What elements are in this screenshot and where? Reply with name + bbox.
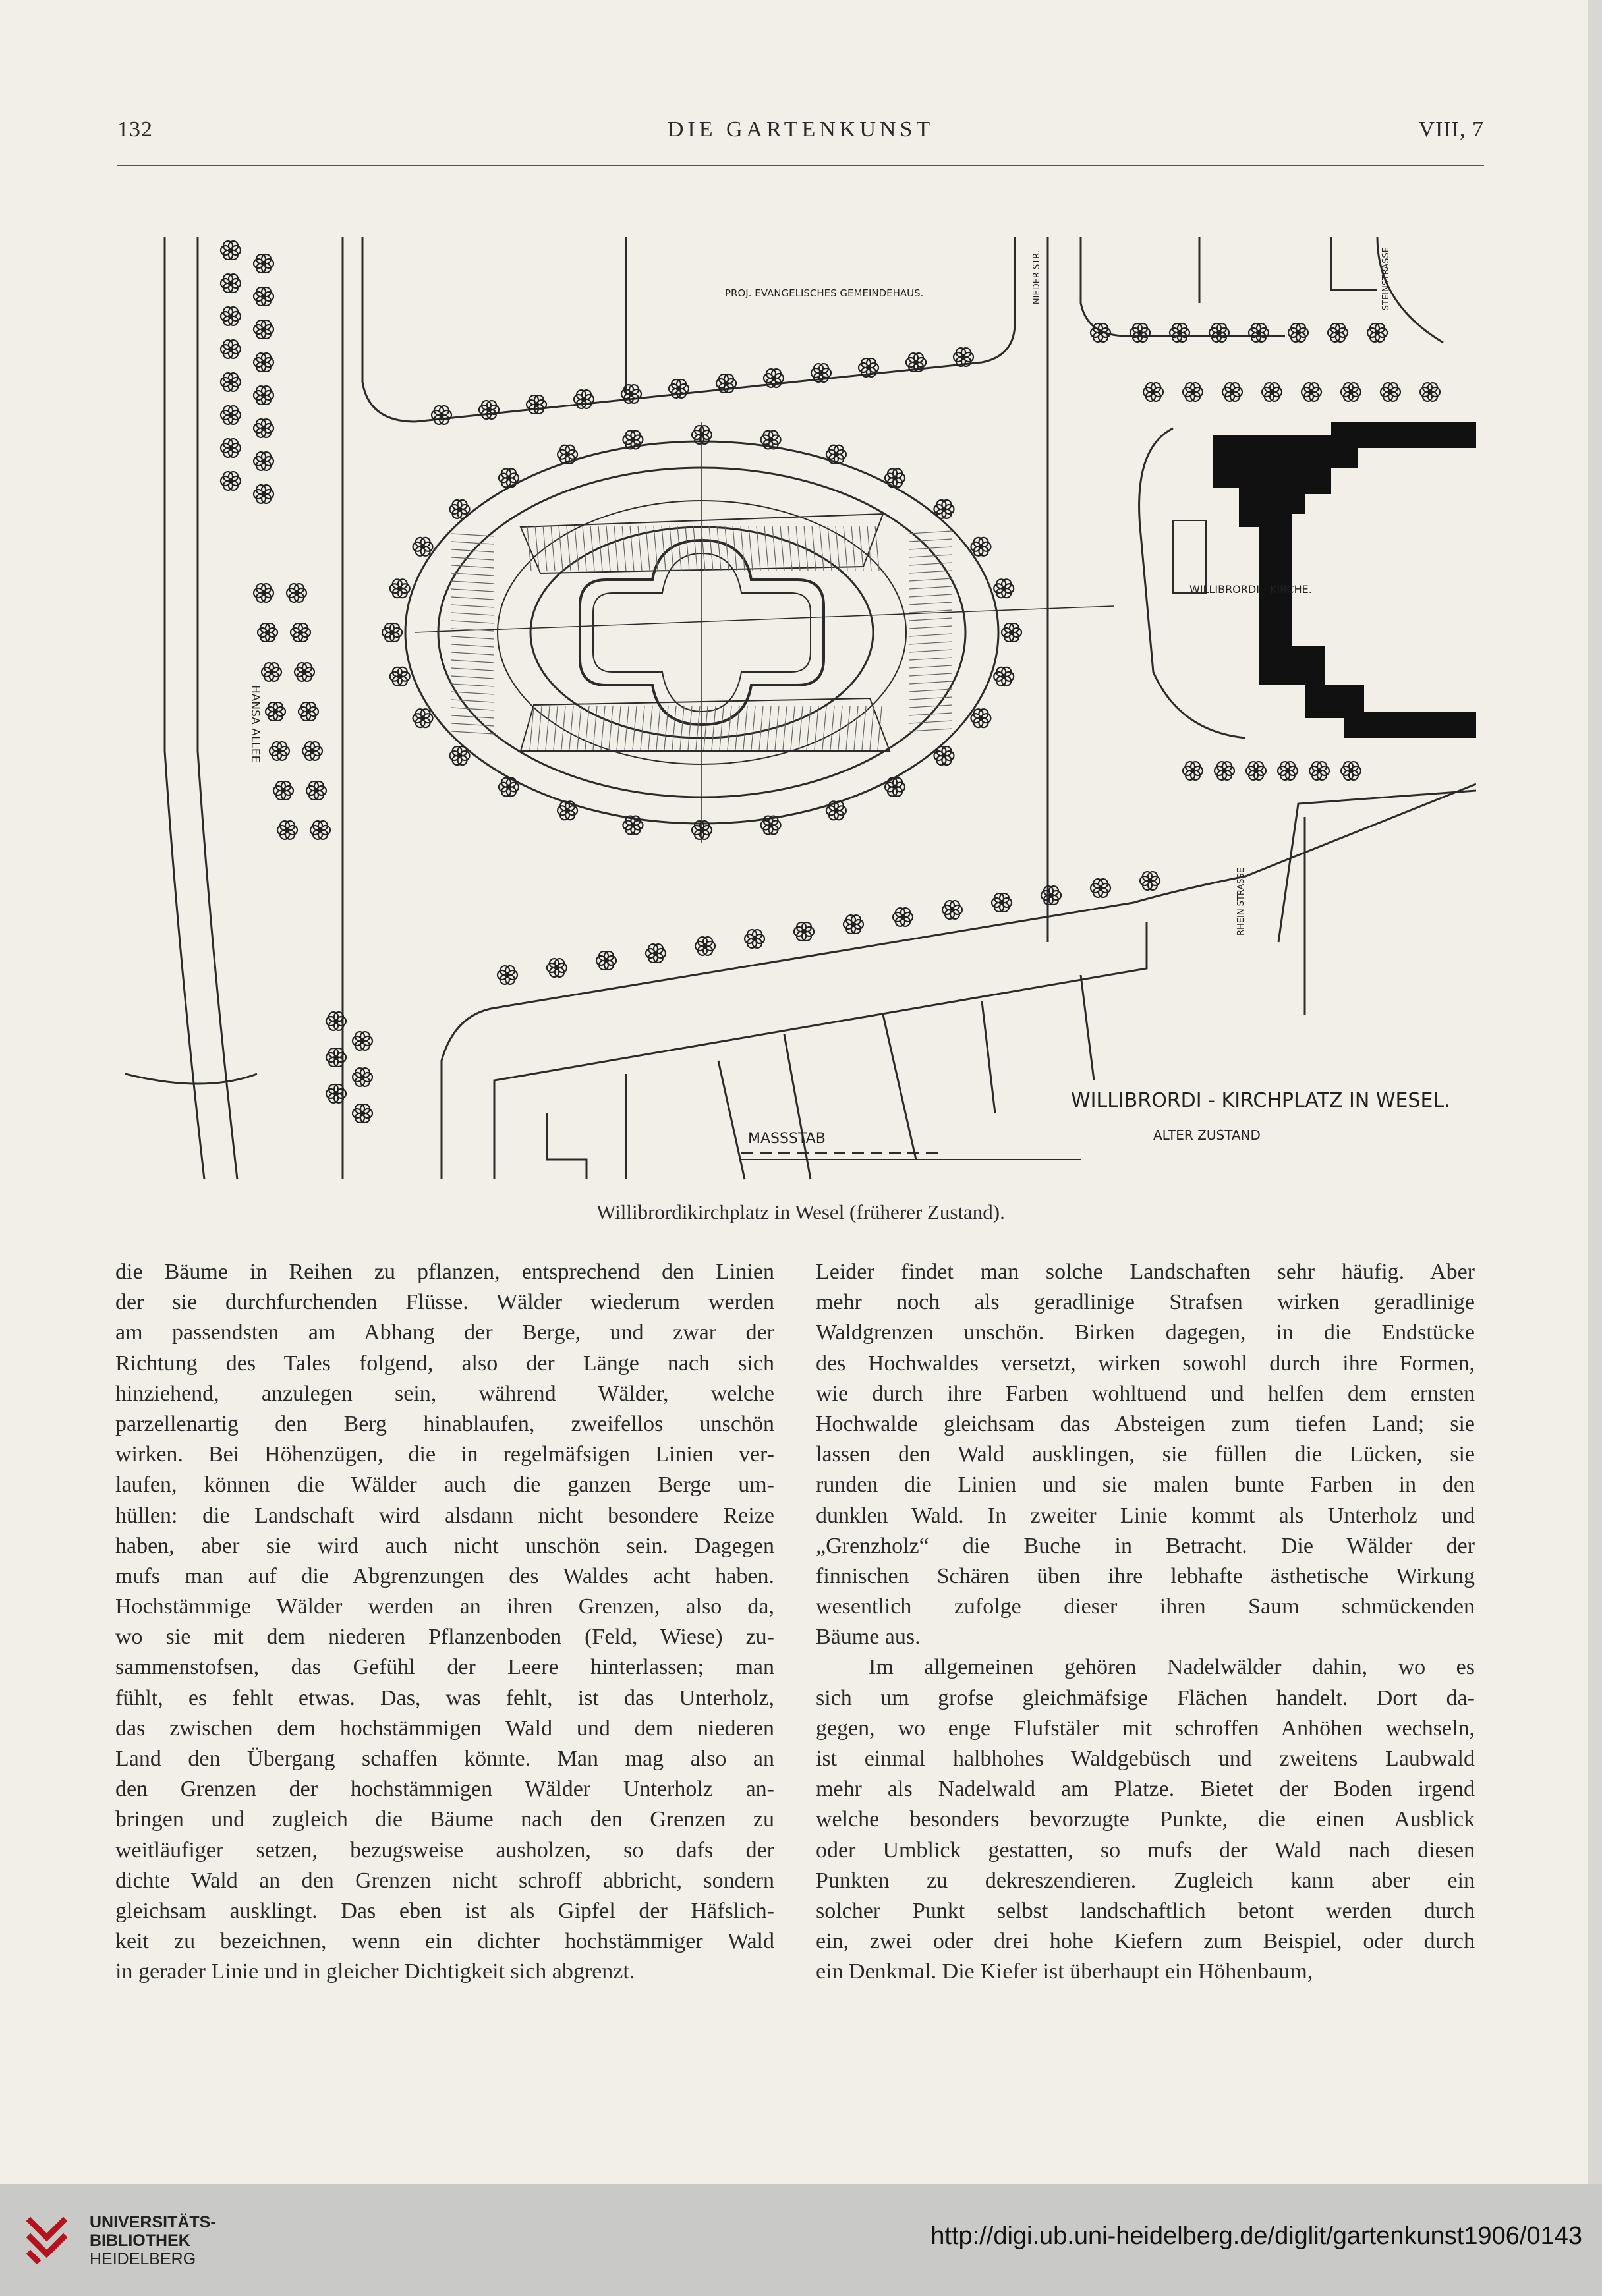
tree-trunk (1002, 675, 1006, 679)
tree-trunk (229, 314, 233, 318)
tree-trunk (334, 1055, 338, 1059)
tree-trunk (306, 710, 310, 714)
tree-trunk (1191, 390, 1195, 394)
tree-trunk (1191, 769, 1195, 773)
tree-trunk (229, 380, 233, 384)
label-hansa-allee: HANSA ALLEE (248, 685, 262, 763)
tree-trunk (1336, 331, 1340, 335)
text-line: Hochwalde gleichsam das Absteigen zum tiefen Land; sie (816, 1411, 1475, 1436)
tree-trunk (834, 808, 838, 812)
tree-trunk (772, 376, 776, 380)
tree-trunk (1388, 390, 1392, 394)
library-footer (0, 2184, 1602, 2296)
tree-trunk (555, 966, 559, 970)
text-line: solcher Punkt selbst landschaftlich betont werden durch (816, 1898, 1475, 1923)
label-steinstrasse: STEINSTRASSE (1381, 247, 1391, 311)
text-line: gleichsam ausklingt. Das eben ist als Gipfel der Häfslich- (115, 1898, 774, 1923)
tree-trunk (262, 360, 266, 364)
text-line: mehr noch als geradlinige Strafsen wirken geradlinige (816, 1290, 1475, 1315)
tree-trunk (677, 387, 681, 391)
text-line: sammenstofsen, das Gefühl der Leere hinterlassen; man (115, 1655, 774, 1680)
text-line: hüllen: die Landschaft wird alsdann nicht besondere Reize (115, 1503, 774, 1528)
text-line: Im allgemeinen gehören Nadelwälder dahin, wo es (869, 1655, 1475, 1680)
tree-trunk (893, 785, 897, 789)
tree-trunk (266, 630, 270, 634)
tree-trunk (295, 591, 299, 595)
tree-trunk (1270, 390, 1274, 394)
page-number: 132 (117, 117, 153, 142)
tree-trunk (1222, 769, 1226, 773)
tree-trunk (334, 1019, 338, 1023)
tree-trunk (229, 347, 233, 351)
text-line: Leider findet man solche Landschaften sehr häufig. Aber (816, 1260, 1475, 1284)
tree-trunk (458, 507, 462, 511)
tree-trunk (458, 754, 462, 758)
text-line: mufs man auf die Abgrenzungen des Waldes acht haben. (115, 1563, 774, 1588)
library-name-line1: UNIVERSITÄTS- (90, 2213, 216, 2231)
tree-trunk (229, 281, 233, 285)
text-line: den Grenzen der hochstämmigen Wälder Unterholz an- (115, 1777, 774, 1802)
text-line: mehr als Nadelwald am Platze. Bietet der Boden irgend (816, 1777, 1475, 1802)
tree-trunk (700, 828, 704, 832)
tree-trunk (950, 908, 954, 912)
tree-trunk (262, 591, 266, 595)
tree-trunk (914, 360, 918, 364)
text-line: haben, aber sie wird auch nicht unschön sein. Dagegen (115, 1533, 774, 1558)
text-line: das zwischen dem hochstämmigen Wald und dem niederen (115, 1716, 774, 1741)
tree-trunk (1151, 390, 1155, 394)
tree-trunk (273, 710, 277, 714)
tree-trunk (604, 959, 608, 963)
label-kirche: WILLIBRORDI - KIRCHE. (1189, 583, 1312, 596)
text-line: wirken. Bei Höhenzügen, die in regelmäfsigen Linien ver- (115, 1442, 774, 1467)
tree-trunk (851, 922, 855, 926)
text-line: oder Umblick gestatten, so mufs der Wald nach diesen (816, 1837, 1475, 1862)
text-line: lassen den Wald ausklingen, sie füllen die Lücken, sie (816, 1442, 1475, 1467)
tree-trunk (1099, 331, 1102, 335)
tree-trunk (834, 453, 838, 457)
text-line: Land den Übergang schaffen könnte. Man mag also an (115, 1747, 774, 1771)
tree-trunk (631, 823, 635, 827)
text-line: Bäume aus. (816, 1625, 921, 1650)
plan-subtitle: ALTER ZUSTAND (1153, 1127, 1261, 1143)
tree-trunk (360, 1075, 364, 1079)
text-line: weitläufiger setzen, bezugsweise ausholzen, so dafs der (115, 1837, 774, 1862)
label-rhein-strasse: RHEIN STRASSE (1236, 867, 1246, 936)
tree-trunk (819, 371, 823, 375)
tree-trunk (262, 294, 266, 298)
tree-trunk (1178, 331, 1182, 335)
text-line: wo sie mit dem niederen Pflanzenboden (Feld, Wiese) zu- (115, 1625, 774, 1650)
tree-trunk (582, 397, 586, 401)
tree-trunk (534, 403, 538, 406)
tree-trunk (654, 951, 658, 955)
text-line: wie durch ihre Farben wohltuend und helfen dem ernsten (816, 1381, 1475, 1406)
tree-trunk (318, 828, 322, 832)
library-name-line2: BIBLIOTHEK (90, 2231, 190, 2250)
library-name-line3: HEIDELBERG (90, 2250, 196, 2268)
text-line: keit zu bezeichnen, wenn ein dichter hochstämmiger Wald (115, 1929, 774, 1954)
tree-trunk (229, 479, 233, 483)
text-line: am passendsten am Abhang der Berge, und zwar der (115, 1320, 774, 1345)
tree-trunk (314, 789, 318, 793)
text-line: wesentlich zufolge dieser ihren Saum schmückenden (816, 1594, 1475, 1619)
text-line: parzellenartig den Berg hinablaufen, zweifellos unschön (115, 1411, 774, 1436)
tree-trunk (262, 393, 266, 397)
tree-trunk (1148, 879, 1152, 883)
tree-trunk (1349, 390, 1353, 394)
text-line: der sie durchfurchenden Flüsse. Wälder wiederum werden (115, 1290, 774, 1315)
tree-trunk (310, 749, 314, 753)
text-line: dunklen Wald. In zweiter Linie kommt als Unterholz und (816, 1503, 1475, 1528)
tree-trunk (262, 426, 266, 430)
tree-trunk (629, 392, 633, 396)
tree-trunk (302, 670, 306, 674)
tree-trunk (700, 433, 704, 437)
tree-trunk (893, 476, 897, 480)
label-nieder-str: NIEDER STR. (1032, 250, 1042, 305)
source-url[interactable]: http://digi.ub.uni-heidelberg.de/diglit/gartenkunst1906/0143 (930, 2222, 1582, 2250)
tree-trunk (753, 937, 757, 941)
tree-trunk (440, 413, 443, 417)
tree-trunk (565, 808, 569, 812)
text-line: fühlt, es fehlt etwas. Das, was fehlt, ist das Unterholz, (115, 1685, 774, 1710)
tree-trunk (262, 492, 266, 496)
tree-trunk (769, 823, 773, 827)
tree-trunk (262, 327, 266, 331)
text-line: ist einmal halbhohes Waldgebüsch und zweitens Laubwald (816, 1747, 1475, 1771)
tree-trunk (1317, 769, 1321, 773)
header-rule (117, 165, 1484, 166)
figure-caption: Willibrordikirchplatz in Wesel (früherer Zustand). (596, 1200, 1005, 1223)
issue-number: VIII, 7 (1418, 117, 1484, 142)
library-name (90, 2213, 216, 2268)
plan-title: WILLIBRORDI - KIRCHPLATZ IN WESEL. (1071, 1089, 1450, 1112)
tree-trunk (285, 828, 289, 832)
running-header (117, 117, 1484, 150)
text-column-left (115, 1257, 774, 1988)
text-line: finnischen Schären üben ihre lebhafte ästhetische Wirkung (816, 1563, 1475, 1588)
scale-label: MASSSTAB (748, 1131, 826, 1147)
text-line: welche besonders bevorzugte Punkte, die einen Ausblick (816, 1807, 1475, 1832)
text-line: Punkten zu dekreszendieren. Zugleich kann aber ein (816, 1868, 1475, 1893)
text-line: ein, zwei oder drei hohe Kiefern zum Beispiel, oder durch (816, 1929, 1475, 1954)
tree-trunk (360, 1039, 364, 1043)
text-line: „Grenzholz“ die Buche in Betracht. Die Wälder der (816, 1533, 1475, 1558)
tree-trunk (1349, 769, 1353, 773)
tree-trunk (979, 545, 983, 549)
tree-trunk (505, 973, 509, 977)
tree-trunk (867, 366, 871, 370)
text-line: hinziehend, anzulegen sein, während Wälder, welche (115, 1381, 774, 1406)
text-line: gegen, wo enge Flufstäler mit schroffen Anhöhen wechseln, (816, 1716, 1475, 1741)
text-line: ein Denkmal. Die Kiefer ist überhaupt ein Höhenbaum, (816, 1959, 1313, 1984)
tree-trunk (1254, 769, 1258, 773)
university-logo-icon (17, 2208, 76, 2267)
text-column-right (816, 1257, 1475, 1988)
tree-trunk (1010, 630, 1014, 634)
label-gemeindehaus: PROJ. EVANGELISCHES GEMEINDEHAUS. (725, 287, 924, 299)
tree-trunk (334, 1092, 338, 1096)
tree-trunk (277, 749, 281, 753)
text-line: Richtung des Tales folgend, also der Länge nach sich (115, 1351, 774, 1376)
tree-trunk (961, 355, 965, 359)
tree-trunk (979, 716, 983, 720)
text-line: des Hochwaldes versetzt, wirken sowohl durch ihre Formen, (816, 1351, 1475, 1376)
tree-trunk (724, 381, 728, 385)
tree-trunk (421, 716, 425, 720)
tree-trunk (398, 586, 402, 590)
tree-trunk (1000, 901, 1004, 905)
text-line: runden die Linien und sie malen bunte Farben in den (816, 1472, 1475, 1498)
tree-trunk (487, 408, 491, 412)
tree-trunk (1099, 886, 1102, 890)
tree-trunk (270, 670, 273, 674)
journal-title: DIE GARTENKUNST (667, 117, 934, 142)
tree-trunk (299, 630, 302, 634)
tree-trunk (1296, 331, 1300, 335)
text-line: sich um grofse gleichmäfsige Flächen handelt. Dort da- (816, 1685, 1475, 1710)
tree-trunk (1049, 893, 1053, 897)
tree-trunk (229, 248, 233, 252)
text-line: die Bäume in Reihen zu pflanzen, entsprechend den Linien (115, 1260, 774, 1284)
tree-trunk (631, 438, 635, 442)
tree-trunk (398, 675, 402, 679)
tree-trunk (565, 453, 569, 457)
page-edge (1588, 0, 1602, 2184)
tree-trunk (1230, 390, 1234, 394)
text-line: bringen und zugleich die Bäume nach den Grenzen zu (115, 1807, 774, 1832)
tree-trunk (1257, 331, 1261, 335)
site-plan-figure (125, 224, 1476, 1199)
text-line: Hochstämmige Wälder werden an ihren Grenzen, also da, (115, 1594, 774, 1619)
tree-trunk (1217, 331, 1221, 335)
text-line: dichte Wald an den Grenzen nicht schroff abbricht, sondern (115, 1868, 774, 1893)
text-line: in gerader Linie und in gleicher Dichtigkeit sich abgrenzt. (115, 1959, 635, 1984)
tree-trunk (1002, 586, 1006, 590)
tree-trunk (942, 754, 946, 758)
tree-trunk (390, 630, 394, 634)
tree-trunk (229, 413, 233, 417)
tree-trunk (281, 789, 285, 793)
tree-trunk (769, 438, 773, 442)
tree-trunk (1309, 390, 1313, 394)
tree-trunk (901, 915, 905, 919)
site-plan-drawing (125, 224, 1476, 1199)
tree-trunk (262, 262, 266, 266)
tree-trunk (1138, 331, 1142, 335)
tree-trunk (507, 785, 511, 789)
tree-trunk (942, 507, 946, 511)
tree-trunk (1286, 769, 1290, 773)
tree-trunk (360, 1111, 364, 1115)
tree-trunk (507, 476, 511, 480)
tree-trunk (1428, 390, 1432, 394)
tree-trunk (1375, 331, 1379, 335)
tree-trunk (262, 459, 266, 463)
tree-trunk (703, 944, 707, 948)
text-line: laufen, können die Wälder auch die ganzen Berge um- (115, 1472, 774, 1498)
tree-trunk (421, 545, 425, 549)
tree-trunk (802, 930, 806, 934)
tree-trunk (229, 446, 233, 450)
text-line: Waldgrenzen unschön. Birken dagegen, in die Endstücke (816, 1320, 1475, 1345)
